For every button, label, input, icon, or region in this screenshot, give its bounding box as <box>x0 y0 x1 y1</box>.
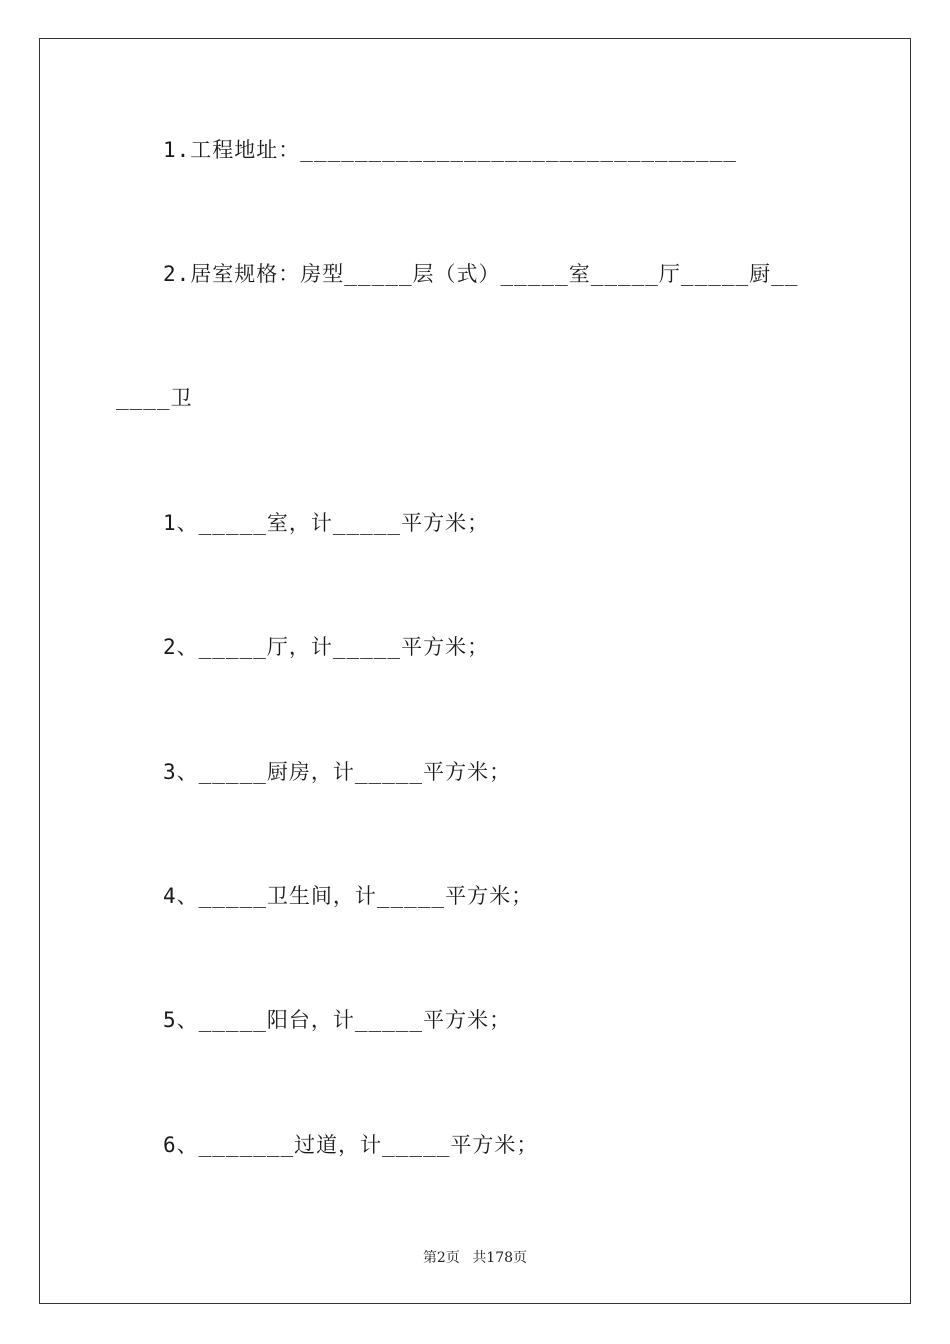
field-project-address: 1.工程地址：________________________________ <box>163 138 737 162</box>
document-page <box>39 38 911 1304</box>
item-bedroom-area: 1、_____室，计_____平方米； <box>163 511 490 535</box>
page-footer <box>0 1247 950 1267</box>
item-corridor-area: 6、_______过道，计_____平方米； <box>163 1133 539 1157</box>
item-balcony-area: 5、_____阳台，计_____平方米； <box>163 1008 512 1032</box>
page-total: 共178页 <box>472 1250 528 1266</box>
field-room-spec-continued: ____卫 <box>116 386 193 410</box>
field-room-spec: 2.居室规格：房型_____层（式）_____室_____厅_____厨__ <box>163 262 799 286</box>
item-bathroom-area: 4、_____卫生间，计_____平方米； <box>163 884 534 908</box>
item-kitchen-area: 3、_____厨房，计_____平方米； <box>163 760 512 784</box>
item-hall-area: 2、_____厅，计_____平方米； <box>163 635 490 659</box>
page-number: 第2页 <box>422 1250 460 1266</box>
